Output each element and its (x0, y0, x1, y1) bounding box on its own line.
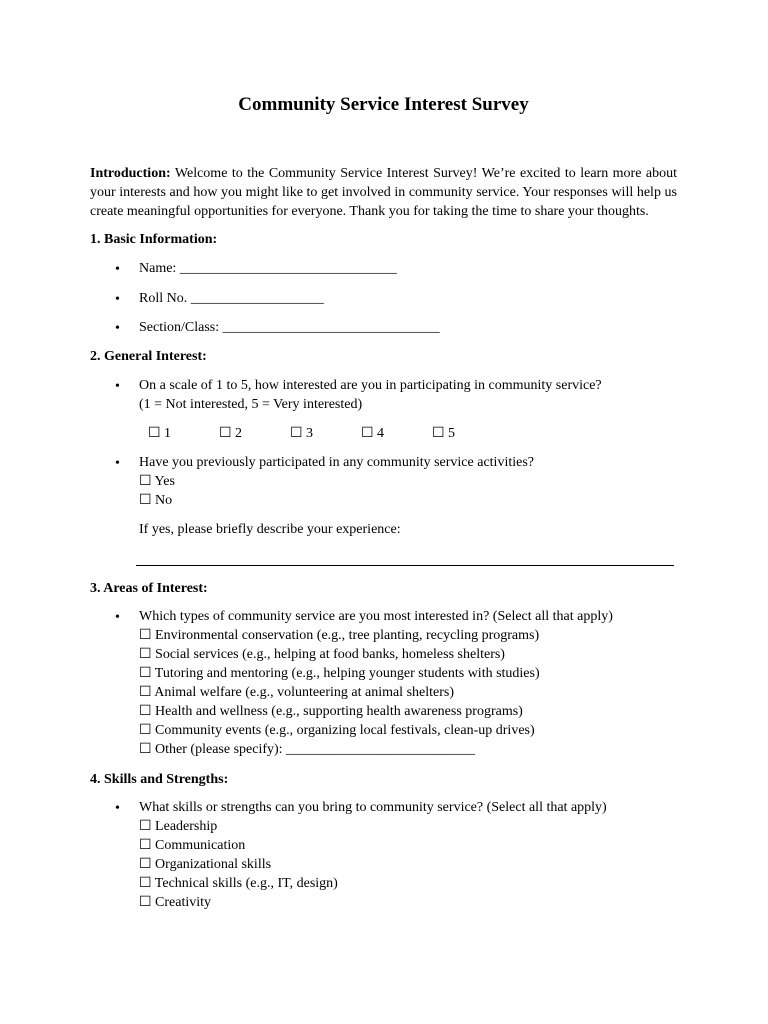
bullet-icon: • (115, 292, 120, 307)
section-heading-general-interest: 2. General Interest: (90, 349, 207, 364)
section-heading-skills-strengths: 4. Skills and Strengths: (90, 772, 229, 787)
interest-scale-legend: (1 = Not interested, 5 = Very interested) (139, 397, 363, 412)
scale-checkbox-1[interactable]: ☐ 1 (148, 426, 172, 441)
checkbox-technical-skills[interactable]: ☐ Technical skills (e.g., IT, design) (139, 876, 338, 891)
previous-participation-text: Have you previously participated in any community service activities? (139, 455, 534, 470)
scale-checkbox-5[interactable]: ☐ 5 (432, 426, 456, 441)
bullet-icon: • (115, 321, 120, 336)
checkbox-tutoring-mentoring[interactable]: ☐ Tutoring and mentoring (e.g., helping younger students with studies) (139, 666, 540, 681)
scale-checkbox-3[interactable]: ☐ 3 (290, 426, 314, 441)
checkbox-social-services[interactable]: ☐ Social services (e.g., helping at food banks, homeless shelters) (139, 647, 505, 662)
checkbox-creativity[interactable]: ☐ Creativity (139, 895, 212, 910)
introduction-label: Introduction: (90, 166, 171, 181)
previous-participation-question (139, 453, 534, 510)
interest-scale-question (139, 376, 602, 414)
section-heading-basic-information: 1. Basic Information: (90, 232, 218, 247)
checkbox-leadership[interactable]: ☐ Leadership (139, 819, 218, 834)
section-class-field[interactable]: Section/Class: _______________________________ (139, 320, 440, 335)
checkbox-organizational-skills[interactable]: ☐ Organizational skills (139, 857, 272, 872)
introduction-paragraph (90, 164, 677, 221)
checkbox-yes[interactable]: ☐ Yes (139, 474, 175, 489)
experience-prompt: If yes, please briefly describe your experience: (139, 522, 401, 537)
skills-question-text: What skills or strengths can you bring to community service? (Select all that apply) (139, 800, 607, 815)
name-field[interactable]: Name: _______________________________ (139, 261, 397, 276)
checkbox-no[interactable]: ☐ No (139, 493, 173, 508)
checkbox-environmental-conservation[interactable]: ☐ Environmental conservation (e.g., tree planting, recycling programs) (139, 628, 540, 643)
checkbox-communication[interactable]: ☐ Communication (139, 838, 246, 853)
bullet-icon: • (115, 456, 120, 471)
checkbox-animal-welfare[interactable]: ☐ Animal welfare (e.g., volunteering at animal shelters) (139, 685, 454, 700)
checkbox-community-events[interactable]: ☐ Community events (e.g., organizing local festivals, clean-up drives) (139, 723, 535, 738)
areas-question-text: Which types of community service are you most interested in? (Select all that apply) (139, 609, 613, 624)
roll-no-field[interactable]: Roll No. ___________________ (139, 291, 324, 306)
checkbox-other[interactable]: ☐ Other (please specify): ___________________________ (139, 742, 476, 757)
scale-checkbox-4[interactable]: ☐ 4 (361, 426, 385, 441)
skills-question (139, 798, 607, 912)
introduction-text: Welcome to the Community Service Interest Survey! We’re excited to learn more about your interests and how you might like to get involved in community service. Your responses will help us create meaningful opportunities for everyone. Thank you for taking the time to share your thoughts. (90, 166, 678, 219)
bullet-icon: • (115, 262, 120, 277)
experience-answer-line[interactable] (136, 565, 674, 566)
section-heading-areas-of-interest: 3. Areas of Interest: (90, 581, 208, 596)
areas-question (139, 607, 613, 759)
bullet-icon: • (115, 801, 120, 816)
interest-scale-question-text: On a scale of 1 to 5, how interested are you in participating in community service? (139, 378, 602, 393)
scale-checkbox-2[interactable]: ☐ 2 (219, 426, 243, 441)
checkbox-health-wellness[interactable]: ☐ Health and wellness (e.g., supporting health awareness programs) (139, 704, 523, 719)
bullet-icon: • (115, 379, 120, 394)
page-title: Community Service Interest Survey (238, 94, 529, 115)
bullet-icon: • (115, 610, 120, 625)
